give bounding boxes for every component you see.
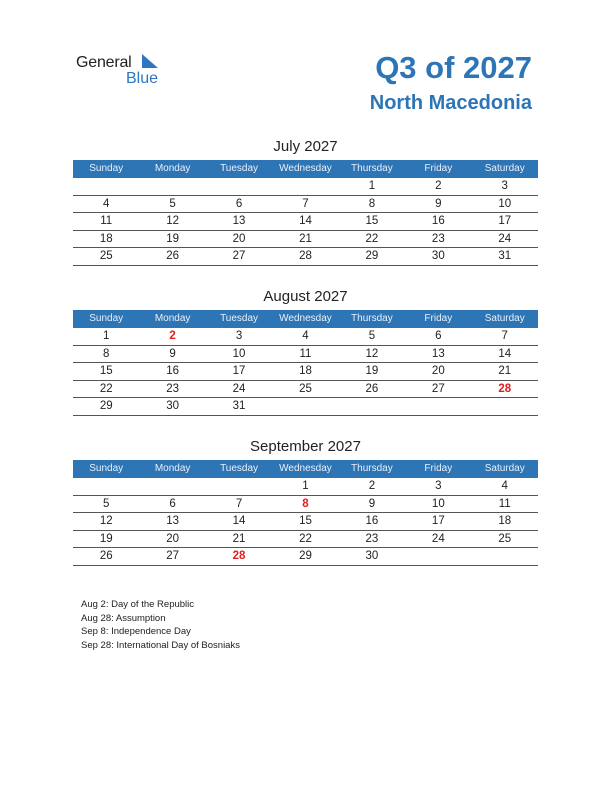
day-cell: 22 — [365, 232, 379, 245]
day-cell: 10 — [232, 347, 246, 360]
holiday-note: Aug 28: Assumption — [81, 612, 166, 624]
day-cell: 4 — [302, 330, 309, 342]
week-row — [73, 213, 538, 231]
weekday-label: Friday — [424, 163, 453, 174]
week-row — [73, 381, 538, 399]
day-cell: 31 — [232, 400, 246, 412]
day-cell: 3 — [235, 330, 243, 342]
day-cell: 29 — [99, 400, 113, 412]
day-cell: 26 — [365, 382, 379, 395]
weekday-label: Monday — [154, 163, 191, 174]
day-cell: 8 — [368, 197, 376, 210]
day-cell: 29 — [299, 550, 312, 562]
day-cell: 6 — [169, 497, 176, 510]
day-cell: 27 — [431, 382, 445, 395]
day-cell: 28 — [299, 250, 312, 262]
day-cell: 31 — [498, 250, 512, 262]
logo-general-text: General — [76, 54, 132, 71]
weekday-label: Friday — [424, 313, 453, 324]
page-title: Q3 of 2027 — [375, 50, 532, 85]
week-row — [73, 531, 538, 549]
day-cell: 23 — [431, 232, 445, 245]
week-row — [73, 346, 538, 364]
day-cell: 25 — [299, 382, 312, 395]
day-cell: 14 — [299, 215, 312, 227]
weekday-label: Wednesday — [279, 463, 332, 474]
day-cell: 25 — [99, 250, 113, 262]
day-cell: 28 — [232, 550, 246, 562]
day-cell: 4 — [103, 197, 110, 210]
day-cell — [73, 478, 139, 495]
day-cell: 7 — [501, 330, 508, 342]
weekday-label: Sunday — [89, 463, 124, 474]
week-row — [73, 248, 538, 266]
day-cell: 11 — [498, 497, 511, 510]
day-cell — [405, 548, 471, 565]
weekday-label: Thursday — [351, 163, 393, 174]
week-row — [73, 548, 538, 566]
logo-blue-text: Blue — [126, 70, 159, 87]
month-calendar-august — [73, 287, 538, 416]
day-cell: 17 — [498, 215, 512, 227]
day-cell: 8 — [302, 497, 309, 510]
day-cell: 2 — [368, 480, 376, 492]
week-row — [73, 478, 538, 496]
weekday-label: Saturday — [484, 463, 525, 474]
day-cell: 28 — [498, 382, 512, 395]
logo — [76, 52, 176, 88]
day-cell: 26 — [166, 250, 180, 262]
weekday-label: Sunday — [89, 313, 124, 324]
day-cell — [206, 178, 272, 195]
day-cell: 9 — [169, 347, 176, 360]
day-cell: 2 — [435, 180, 442, 192]
day-cell: 5 — [368, 330, 376, 342]
holiday-note: Sep 8: Independence Day — [81, 626, 191, 637]
month-title: July 2027 — [273, 138, 338, 155]
week-row — [73, 196, 538, 214]
day-cell: 27 — [166, 550, 180, 562]
day-cell: 29 — [365, 250, 379, 262]
day-cell: 12 — [99, 515, 113, 527]
day-cell — [139, 178, 205, 195]
day-cell: 5 — [169, 197, 176, 210]
day-cell: 20 — [431, 365, 445, 377]
day-cell: 10 — [431, 497, 445, 510]
day-cell: 7 — [302, 197, 309, 210]
day-cell: 17 — [232, 365, 246, 377]
day-cell: 19 — [99, 532, 113, 545]
day-cell: 9 — [368, 497, 376, 510]
month-calendar-september — [73, 437, 538, 566]
day-cell: 26 — [99, 550, 113, 562]
day-cell: 16 — [431, 215, 445, 227]
day-cell — [472, 398, 538, 415]
day-cell: 3 — [435, 480, 442, 492]
day-cell: 30 — [365, 550, 379, 562]
weekday-label: Tuesday — [220, 163, 259, 174]
day-cell: 11 — [299, 347, 312, 360]
logo-flag-icon — [142, 54, 158, 68]
day-cell: 2 — [169, 330, 176, 342]
weekday-label: Thursday — [351, 313, 393, 324]
day-cell: 8 — [103, 347, 110, 360]
day-cell: 13 — [232, 215, 246, 227]
weekday-header — [73, 460, 538, 478]
holiday-notes — [81, 598, 240, 652]
weekday-label: Friday — [424, 463, 453, 474]
day-cell: 18 — [498, 515, 512, 527]
day-cell: 13 — [431, 347, 445, 360]
week-rows — [73, 328, 538, 416]
weekday-label: Saturday — [484, 163, 525, 174]
weekday-label: Tuesday — [220, 463, 259, 474]
weekday-label: Saturday — [484, 313, 525, 324]
day-cell: 22 — [299, 532, 312, 545]
day-cell: 11 — [100, 215, 113, 227]
day-cell: 6 — [435, 330, 442, 342]
month-calendar-july — [73, 137, 538, 266]
day-cell: 15 — [299, 515, 312, 527]
day-cell: 18 — [99, 232, 113, 245]
day-cell: 6 — [235, 197, 243, 210]
weekday-label: Wednesday — [279, 313, 332, 324]
page-subtitle: North Macedonia — [369, 92, 532, 114]
day-cell: 10 — [498, 197, 512, 210]
holiday-note: Sep 28: International Day of Bosniaks — [81, 639, 240, 651]
day-cell: 14 — [498, 347, 512, 360]
day-cell: 15 — [99, 365, 113, 377]
day-cell — [139, 478, 205, 495]
day-cell: 14 — [232, 515, 246, 527]
week-row — [73, 398, 538, 416]
day-cell — [272, 178, 338, 195]
day-cell — [339, 398, 405, 415]
day-cell: 25 — [498, 532, 512, 545]
day-cell: 1 — [368, 180, 376, 192]
month-title: August 2027 — [263, 288, 348, 305]
day-cell: 20 — [232, 232, 246, 245]
weekday-label: Sunday — [89, 163, 124, 174]
weekday-label: Thursday — [351, 463, 393, 474]
day-cell — [73, 178, 139, 195]
day-cell: 19 — [166, 232, 180, 245]
week-rows — [73, 178, 538, 266]
day-cell: 21 — [299, 232, 312, 245]
week-row — [73, 328, 538, 346]
day-cell: 12 — [365, 347, 379, 360]
day-cell: 7 — [235, 497, 243, 510]
day-cell: 27 — [232, 250, 246, 262]
week-row — [73, 231, 538, 249]
day-cell: 17 — [431, 515, 445, 527]
week-row — [73, 496, 538, 514]
day-cell: 4 — [501, 480, 508, 492]
day-cell: 16 — [166, 365, 180, 377]
day-cell: 20 — [166, 532, 180, 545]
day-cell: 18 — [299, 365, 312, 377]
day-cell: 24 — [498, 232, 512, 245]
weekday-header — [73, 160, 538, 178]
day-cell: 3 — [501, 180, 508, 192]
weekday-label: Wednesday — [279, 163, 332, 174]
weekday-header — [73, 310, 538, 328]
day-cell — [272, 398, 338, 415]
weekday-label: Tuesday — [220, 313, 259, 324]
week-row — [73, 178, 538, 196]
week-row — [73, 363, 538, 381]
week-rows — [73, 478, 538, 566]
day-cell: 22 — [99, 382, 113, 395]
weekday-label: Monday — [154, 313, 191, 324]
day-cell: 24 — [431, 532, 445, 545]
day-cell: 21 — [232, 532, 246, 545]
day-cell: 30 — [166, 400, 180, 412]
day-cell: 1 — [103, 330, 110, 342]
day-cell — [472, 548, 538, 565]
day-cell: 21 — [498, 365, 512, 377]
weekday-label: Monday — [154, 463, 191, 474]
day-cell — [405, 398, 471, 415]
day-cell: 23 — [365, 532, 379, 545]
day-cell: 15 — [365, 215, 379, 227]
month-title: September 2027 — [250, 438, 361, 455]
day-cell: 30 — [431, 250, 445, 262]
day-cell: 13 — [166, 515, 180, 527]
day-cell: 1 — [302, 480, 309, 492]
day-cell: 9 — [435, 197, 442, 210]
day-cell: 19 — [365, 365, 379, 377]
holiday-note: Aug 2: Day of the Republic — [81, 599, 195, 610]
day-cell: 24 — [232, 382, 246, 395]
day-cell — [206, 478, 272, 495]
day-cell: 16 — [365, 515, 379, 527]
week-row — [73, 513, 538, 531]
day-cell: 5 — [103, 497, 110, 510]
day-cell: 12 — [166, 215, 180, 227]
day-cell: 23 — [166, 382, 180, 395]
